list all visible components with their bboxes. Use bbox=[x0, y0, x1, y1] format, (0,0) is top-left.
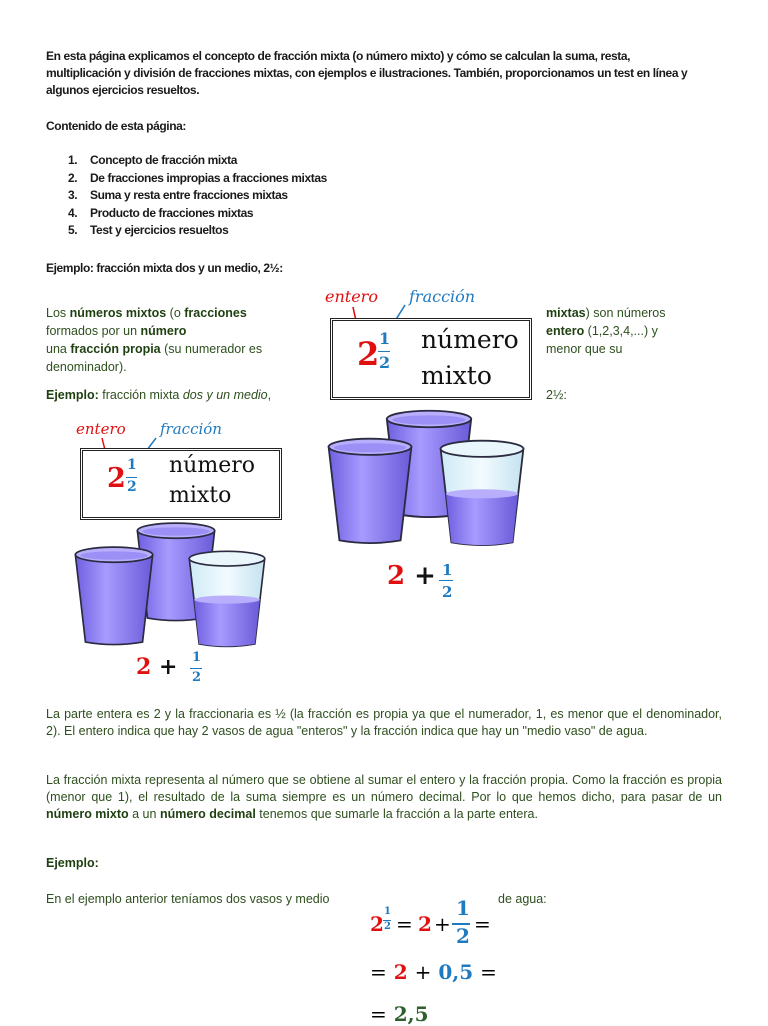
sum-numerator: 1 bbox=[192, 650, 202, 665]
toc-item[interactable]: 3. Suma y resta entre fracciones mixtas bbox=[68, 188, 288, 202]
numero-word: número bbox=[169, 453, 255, 478]
equation-line-3: = 2,5 bbox=[370, 1002, 429, 1026]
example-heading: Ejemplo: fracción mixta dos y un medio, 2½: bbox=[46, 261, 283, 275]
mixed-number-figure-small bbox=[70, 418, 285, 688]
equation-line-1: 2 1 2 = 2 + 1 2 = bbox=[370, 896, 491, 948]
mixed-number-figure bbox=[325, 283, 535, 608]
right-column-text: mixtas) son números entero (1,2,3,4,...) y menor que su 2½: bbox=[546, 306, 666, 402]
toc-list bbox=[68, 152, 327, 240]
intro-paragraph bbox=[46, 48, 736, 99]
paragraph-fraccion-mixta: La fracción mixta representa al número que se obtiene al sumar el entero y la fracción propia. Como la fracción es propia (menor que 1), el resultado de la suma siempre es un número decimal. Por lo que hemos dicho, para pasar de un número mixto a un número decimal tenemos que sumarle la fracción a la parte entera. bbox=[46, 773, 722, 821]
equation-line-2: = 2 + 0,5 = bbox=[370, 960, 497, 984]
numero-word: número bbox=[421, 325, 519, 354]
numerator: 1 bbox=[127, 457, 137, 473]
sum-expression: 2 + bbox=[387, 561, 436, 591]
fraction-bar bbox=[378, 351, 390, 352]
sum-fraction-bar bbox=[190, 668, 202, 669]
fraccion-label: fracción bbox=[409, 287, 476, 306]
numerator: 1 bbox=[379, 329, 391, 348]
mixed-number-box bbox=[330, 318, 532, 400]
intro-line: multiplicación y división de fracciones mixtas, con ejemplos e ilustraciones. También, proporcionamos un test en línea y bbox=[46, 66, 688, 80]
denominator: 2 bbox=[127, 479, 137, 495]
mixto-word: mixto bbox=[169, 483, 232, 508]
example-label: Ejemplo: bbox=[46, 856, 99, 870]
mixed-number-box bbox=[80, 448, 282, 520]
paragraph-parte-entera: La parte entera es 2 y la fraccionaria es ½ (la fracción es propia ya que el numerador, 1, es menor que el denominador, 2). El entero indica que hay 2 vasos de agua "enteros" y la fracción indica que hay un "medio vaso" de agua. bbox=[46, 707, 722, 738]
mixto-word: mixto bbox=[421, 361, 492, 390]
toc-item[interactable]: 1. Concepto de fracción mixta bbox=[68, 153, 237, 167]
sum-numerator: 1 bbox=[442, 561, 453, 579]
denominator: 2 bbox=[379, 353, 391, 372]
whole-part: 2 bbox=[107, 463, 126, 494]
previous-example-text: En el ejemplo anterior teníamos dos vasos y medio bbox=[46, 892, 330, 906]
intro-line: En esta página explicamos el concepto de fracción mixta (o número mixto) y cómo se calculan la suma, resta, bbox=[46, 49, 631, 63]
sum-denominator: 2 bbox=[192, 670, 202, 685]
entero-label: entero bbox=[325, 287, 378, 306]
whole-part: 2 bbox=[357, 335, 380, 373]
previous-example-text-end: de agua: bbox=[498, 892, 547, 906]
entero-label: entero bbox=[76, 420, 126, 438]
sum-denominator: 2 bbox=[442, 583, 453, 601]
intro-line: algunos ejercicios resueltos. bbox=[46, 83, 200, 97]
toc-heading: Contenido de esta página: bbox=[46, 119, 187, 133]
fraccion-label: fracción bbox=[160, 420, 222, 438]
glasses-illustration bbox=[70, 520, 285, 650]
toc-item[interactable]: 2. De fracciones impropias a fracciones mixtas bbox=[68, 170, 327, 185]
sum-expression: 2 + bbox=[136, 654, 178, 680]
toc-item[interactable]: 4. Producto de fracciones mixtas bbox=[68, 205, 254, 220]
left-column-text: Los números mixtos (o fracciones formados por un número una fracción propia (su numerador es denominador). Ejemplo: fracción mixta dos y un medio, bbox=[46, 306, 272, 402]
sum-fraction-bar bbox=[439, 580, 453, 581]
fraction-bar bbox=[126, 477, 137, 478]
toc-item[interactable]: 5. Test y ejercicios resueltos bbox=[68, 223, 229, 237]
